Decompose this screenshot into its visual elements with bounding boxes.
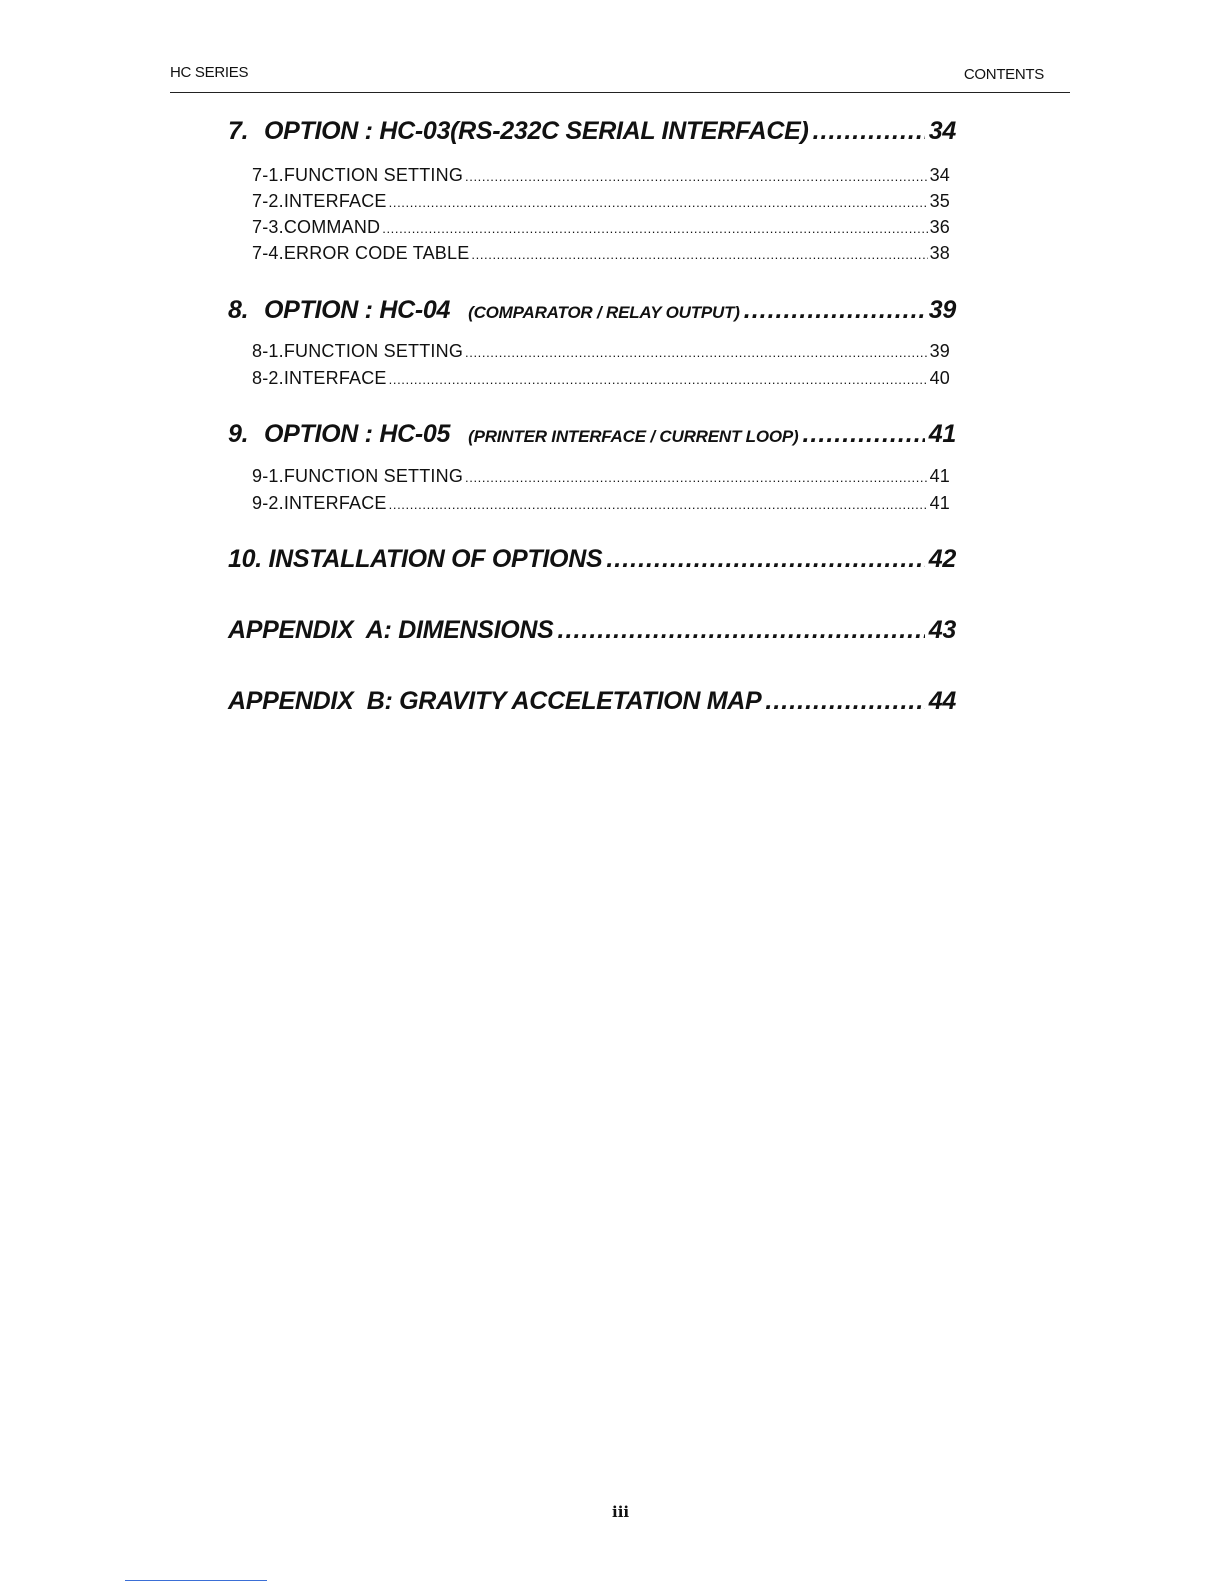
toc-chapter-8[interactable] xyxy=(228,296,956,325)
section-page: 40 xyxy=(929,368,950,388)
toc-section-9-2[interactable] xyxy=(252,493,950,514)
toc-appendix-b[interactable] xyxy=(228,687,956,716)
chapter-page: 41 xyxy=(928,420,956,448)
toc-chapter-9[interactable] xyxy=(228,420,956,449)
chapter-number: 8. xyxy=(228,296,249,324)
appendix-title: APPENDIX A: DIMENSIONS xyxy=(228,616,554,644)
bottom-rule xyxy=(125,1580,267,1581)
section-page: 41 xyxy=(929,466,950,486)
section-title: FUNCTION SETTING xyxy=(283,341,464,361)
section-page: 34 xyxy=(929,165,950,185)
section-page: 41 xyxy=(929,493,950,513)
dot-leader xyxy=(465,345,928,360)
section-page: 35 xyxy=(929,191,950,211)
chapter-title: OPTION : HC-03(RS-232C SERIAL INTERFACE) xyxy=(264,117,809,145)
chapter-number: 7. xyxy=(228,117,249,145)
chapter-page: 39 xyxy=(928,296,956,324)
toc-section-7-3[interactable] xyxy=(252,217,950,238)
chapter-title: 10. INSTALLATION OF OPTIONS xyxy=(228,545,603,573)
dot-leader xyxy=(813,117,925,146)
page-number: iii xyxy=(612,1503,630,1521)
dot-leader xyxy=(465,169,928,184)
toc-section-9-1[interactable] xyxy=(252,466,950,487)
header-section-label: CONTENTS xyxy=(963,66,1044,83)
section-number: 7-3. xyxy=(252,217,284,237)
section-number: 8-2. xyxy=(252,368,284,388)
dot-leader xyxy=(765,687,924,716)
section-number: 7-4. xyxy=(252,243,284,263)
dot-leader xyxy=(389,195,928,210)
dot-leader xyxy=(382,221,927,236)
appendix-title: APPENDIX B: GRAVITY ACCELETATION MAP xyxy=(228,687,762,715)
chapter-page: 42 xyxy=(928,545,956,573)
toc-section-8-2[interactable] xyxy=(252,368,950,389)
chapter-page: 34 xyxy=(928,117,956,145)
appendix-page: 43 xyxy=(928,616,956,644)
toc-appendix-a[interactable] xyxy=(228,616,956,645)
section-title: INTERFACE xyxy=(283,191,387,211)
chapter-number: 9. xyxy=(228,420,249,448)
toc-section-8-1[interactable] xyxy=(252,341,950,362)
section-number: 9-2. xyxy=(252,493,284,513)
toc-section-7-4[interactable] xyxy=(252,243,950,264)
section-number: 7-1. xyxy=(252,165,284,185)
section-title: INTERFACE xyxy=(283,493,387,513)
dot-leader xyxy=(465,470,928,485)
dot-leader xyxy=(389,372,928,387)
dot-leader xyxy=(606,545,924,574)
dot-leader xyxy=(802,420,924,449)
section-page: 39 xyxy=(929,341,950,361)
dot-leader xyxy=(744,296,925,325)
section-title: FUNCTION SETTING xyxy=(283,165,464,185)
toc-chapter-10[interactable] xyxy=(228,545,956,574)
chapter-subtitle: (PRINTER INTERFACE / CURRENT LOOP) xyxy=(468,427,799,446)
section-number: 9-1. xyxy=(252,466,284,486)
dot-leader xyxy=(558,616,925,645)
chapter-subtitle: (COMPARATOR / RELAY OUTPUT) xyxy=(468,303,740,322)
dot-leader xyxy=(389,497,928,512)
section-title: ERROR CODE TABLE xyxy=(283,243,470,263)
section-number: 8-1. xyxy=(252,341,284,361)
chapter-title: OPTION : HC-05 xyxy=(264,420,451,448)
section-title: FUNCTION SETTING xyxy=(283,466,464,486)
appendix-page: 44 xyxy=(928,687,956,715)
toc-section-7-2[interactable] xyxy=(252,191,950,212)
section-number: 7-2. xyxy=(252,191,284,211)
header-series-label: HC SERIES xyxy=(170,64,249,81)
section-page: 36 xyxy=(929,217,950,237)
section-title: COMMAND xyxy=(283,217,381,237)
toc-chapter-7[interactable] xyxy=(228,117,956,146)
section-title: INTERFACE xyxy=(283,368,387,388)
chapter-title: OPTION : HC-04 xyxy=(264,296,451,324)
toc-section-7-1[interactable] xyxy=(252,165,950,186)
section-page: 38 xyxy=(929,243,950,263)
dot-leader xyxy=(471,247,927,262)
